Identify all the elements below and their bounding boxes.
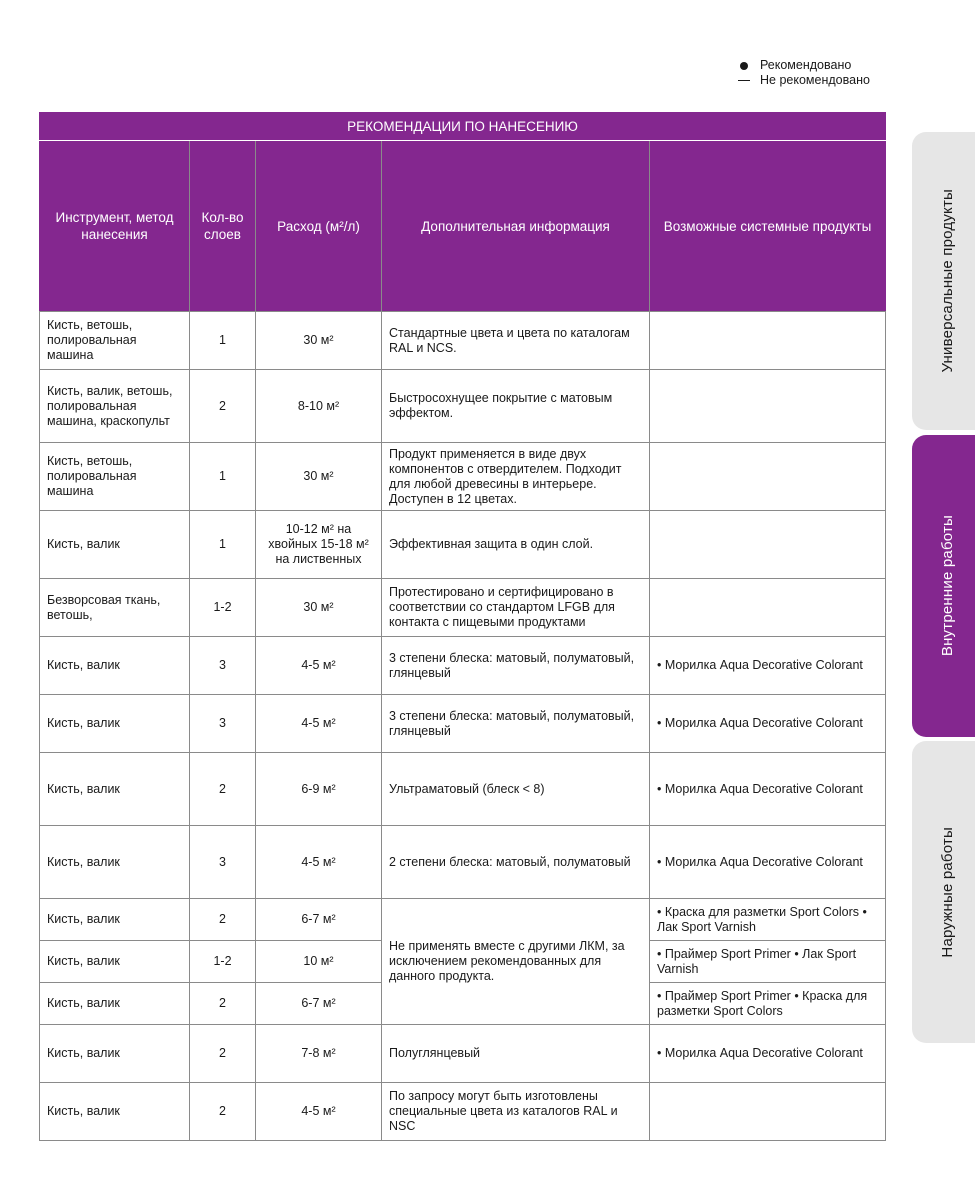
tab-interior-works[interactable] bbox=[912, 435, 975, 737]
cell-tool: Безворсовая ткань, ветошь, bbox=[40, 579, 190, 637]
tab-exterior-works[interactable] bbox=[912, 741, 975, 1043]
cell-system bbox=[650, 370, 886, 443]
table-row bbox=[40, 511, 886, 579]
table-row bbox=[40, 443, 886, 511]
table-row bbox=[40, 637, 886, 695]
table-row bbox=[40, 1025, 886, 1083]
table-title: РЕКОМЕНДАЦИИ ПО НАНЕСЕНИЮ bbox=[40, 113, 886, 141]
cell-tool: Кисть, валик bbox=[40, 941, 190, 983]
legend bbox=[737, 58, 870, 88]
cell-system: • Праймер Sport Primer • Краска для разметки Sport Colors bbox=[650, 983, 886, 1025]
cell-system: • Праймер Sport Primer • Лак Sport Varnish bbox=[650, 941, 886, 983]
cell-tool: Кисть, валик bbox=[40, 826, 190, 899]
cell-consumption: 30 м² bbox=[256, 443, 382, 511]
cell-system bbox=[650, 1083, 886, 1141]
table-header-row bbox=[40, 141, 886, 312]
cell-consumption: 4-5 м² bbox=[256, 637, 382, 695]
cell-layers: 3 bbox=[190, 637, 256, 695]
dash-icon bbox=[737, 80, 751, 81]
cell-info: Продукт применяется в виде двух компонентов с отвердителем. Подходит для любой древесины в интерьере. Доступен в 12 цветах. bbox=[382, 443, 650, 511]
cell-tool: Кисть, валик bbox=[40, 753, 190, 826]
table-row bbox=[40, 579, 886, 637]
header-consumption: Расход (м²/л) bbox=[256, 141, 382, 312]
cell-system: • Морилка Aqua Decorative Colorant bbox=[650, 695, 886, 753]
legend-not-recommended-label: Не рекомендовано bbox=[760, 73, 870, 87]
tab-universal-products[interactable] bbox=[912, 132, 975, 430]
cell-consumption: 10 м² bbox=[256, 941, 382, 983]
cell-consumption: 30 м² bbox=[256, 312, 382, 370]
filled-dot-icon bbox=[737, 62, 751, 70]
cell-info: 2 степени блеска: матовый, полуматовый bbox=[382, 826, 650, 899]
cell-system bbox=[650, 443, 886, 511]
table-row bbox=[40, 695, 886, 753]
cell-info: Протестировано и сертифицировано в соответствии со стандартом LFGB для контакта с пищевыми продуктами bbox=[382, 579, 650, 637]
legend-not-recommended bbox=[737, 73, 870, 88]
cell-info: По запросу могут быть изготовлены специальные цвета из каталогов RAL и NSC bbox=[382, 1083, 650, 1141]
cell-layers: 2 bbox=[190, 370, 256, 443]
cell-consumption: 6-9 м² bbox=[256, 753, 382, 826]
header-tool: Инструмент, метод нанесения bbox=[40, 141, 190, 312]
cell-info: Ультраматовый (блеск < 8) bbox=[382, 753, 650, 826]
cell-consumption: 4-5 м² bbox=[256, 695, 382, 753]
cell-system: • Морилка Aqua Decorative Colorant bbox=[650, 753, 886, 826]
legend-recommended-label: Рекомендовано bbox=[760, 58, 852, 72]
cell-system bbox=[650, 579, 886, 637]
table-row bbox=[40, 826, 886, 899]
cell-info-merged: Не применять вместе с другими ЛКМ, за исключением рекомендованных для данного продукта. bbox=[382, 899, 650, 1025]
cell-tool: Кисть, валик bbox=[40, 637, 190, 695]
cell-consumption: 6-7 м² bbox=[256, 899, 382, 941]
table-title-row bbox=[40, 113, 886, 141]
cell-tool: Кисть, ветошь, полировальная машина bbox=[40, 312, 190, 370]
cell-consumption: 7-8 м² bbox=[256, 1025, 382, 1083]
cell-layers: 1 bbox=[190, 511, 256, 579]
tab-interior-works-label: Внутренние работы bbox=[938, 515, 956, 657]
cell-layers: 2 bbox=[190, 753, 256, 826]
cell-layers: 2 bbox=[190, 983, 256, 1025]
header-layers: Кол-во слоев bbox=[190, 141, 256, 312]
recommendations-table bbox=[39, 112, 886, 1141]
legend-recommended bbox=[737, 58, 870, 73]
cell-info: Быстросохнущее покрытие с матовым эффектом. bbox=[382, 370, 650, 443]
cell-tool: Кисть, валик bbox=[40, 695, 190, 753]
cell-layers: 2 bbox=[190, 1083, 256, 1141]
table-row bbox=[40, 1083, 886, 1141]
cell-system bbox=[650, 511, 886, 579]
cell-layers: 1-2 bbox=[190, 579, 256, 637]
tab-exterior-works-label: Наружные работы bbox=[938, 826, 956, 958]
cell-info: Полуглянцевый bbox=[382, 1025, 650, 1083]
cell-tool: Кисть, валик bbox=[40, 983, 190, 1025]
cell-info: Эффективная защита в один слой. bbox=[382, 511, 650, 579]
cell-system bbox=[650, 312, 886, 370]
cell-consumption: 4-5 м² bbox=[256, 1083, 382, 1141]
cell-layers: 1 bbox=[190, 443, 256, 511]
header-system: Возможные системные продукты bbox=[650, 141, 886, 312]
cell-layers: 2 bbox=[190, 899, 256, 941]
table-row bbox=[40, 899, 886, 941]
cell-consumption: 10-12 м² на хвойных 15-18 м² на лиственных bbox=[256, 511, 382, 579]
table-row bbox=[40, 312, 886, 370]
cell-layers: 1 bbox=[190, 312, 256, 370]
table-row bbox=[40, 753, 886, 826]
cell-tool: Кисть, ветошь, полировальная машина bbox=[40, 443, 190, 511]
cell-layers: 1-2 bbox=[190, 941, 256, 983]
cell-layers: 3 bbox=[190, 695, 256, 753]
cell-info: Стандартные цвета и цвета по каталогам RAL и NCS. bbox=[382, 312, 650, 370]
cell-consumption: 6-7 м² bbox=[256, 983, 382, 1025]
cell-system: • Краска для разметки Sport Colors • Лак Sport Varnish bbox=[650, 899, 886, 941]
cell-consumption: 4-5 м² bbox=[256, 826, 382, 899]
cell-info: 3 степени блеска: матовый, полуматовый, глянцевый bbox=[382, 695, 650, 753]
tab-universal-products-label: Универсальные продукты bbox=[938, 189, 956, 373]
cell-tool: Кисть, валик, ветошь, полировальная машина, краскопульт bbox=[40, 370, 190, 443]
header-info: Дополнительная информация bbox=[382, 141, 650, 312]
cell-layers: 2 bbox=[190, 1025, 256, 1083]
cell-info: 3 степени блеска: матовый, полуматовый, глянцевый bbox=[382, 637, 650, 695]
table-row bbox=[40, 370, 886, 443]
cell-tool: Кисть, валик bbox=[40, 1083, 190, 1141]
cell-layers: 3 bbox=[190, 826, 256, 899]
cell-tool: Кисть, валик bbox=[40, 899, 190, 941]
cell-consumption: 30 м² bbox=[256, 579, 382, 637]
cell-tool: Кисть, валик bbox=[40, 1025, 190, 1083]
cell-tool: Кисть, валик bbox=[40, 511, 190, 579]
cell-system: • Морилка Aqua Decorative Colorant bbox=[650, 637, 886, 695]
cell-system: • Морилка Aqua Decorative Colorant bbox=[650, 1025, 886, 1083]
cell-system: • Морилка Aqua Decorative Colorant bbox=[650, 826, 886, 899]
cell-consumption: 8-10 м² bbox=[256, 370, 382, 443]
